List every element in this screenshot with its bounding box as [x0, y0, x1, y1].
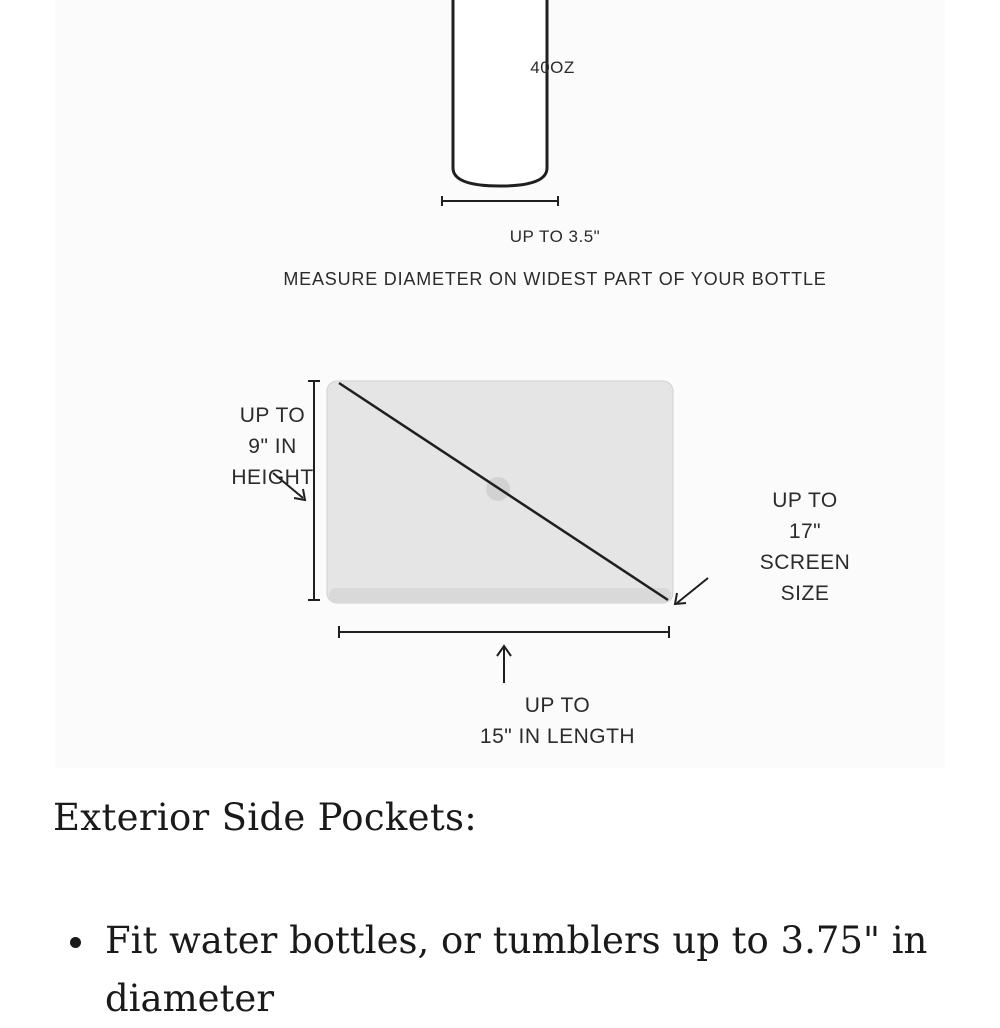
laptop-base-shadow	[329, 588, 671, 602]
bottle-instruction-label: MEASURE DIAMETER ON WIDEST PART OF YOUR BOTTLE	[283, 269, 827, 289]
height-label-line: HEIGHT	[231, 466, 314, 489]
bullet-icon	[70, 937, 81, 948]
screen-label-line: SCREEN	[759, 551, 851, 574]
laptop-height-label	[215, 400, 330, 493]
list-item	[53, 912, 1000, 1028]
bottle-outline	[453, 0, 547, 186]
laptop-length-label	[445, 690, 670, 752]
height-label-line: 9" IN	[248, 435, 297, 458]
laptop-screen-label	[745, 485, 865, 609]
length-label-line: 15" IN LENGTH	[479, 725, 636, 748]
screen-label-line: 17"	[788, 520, 822, 543]
size-guide-figure	[55, 0, 945, 768]
screen-label-line: UP TO	[772, 489, 838, 512]
section-heading: Exterior Side Pockets:	[53, 796, 478, 839]
height-label-line: UP TO	[239, 404, 306, 427]
length-label-line: UP TO	[524, 694, 591, 717]
bottle-capacity-label: 40OZ	[530, 58, 575, 77]
screen-label-line: SIZE	[780, 582, 830, 605]
feature-list	[53, 912, 1000, 1028]
size-guide-diagram	[55, 0, 945, 768]
list-item-text: Fit water bottles, or tumblers up to 3.75" in diameter	[105, 919, 928, 1020]
bottle-diameter-label: UP TO 3.5"	[509, 227, 601, 246]
screen-size-arrow	[677, 578, 708, 603]
